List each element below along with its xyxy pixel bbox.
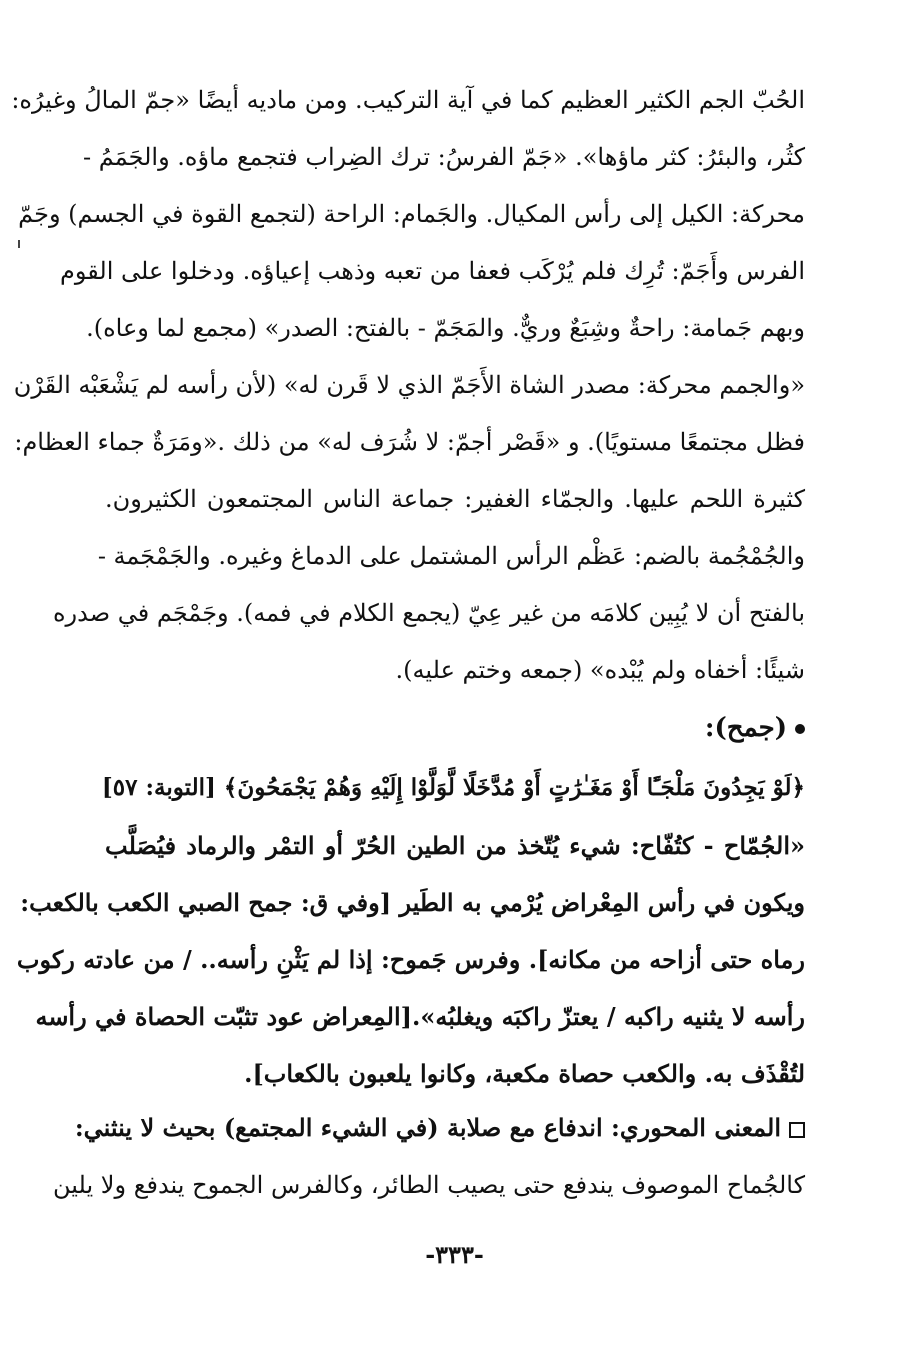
square-marker-icon — [789, 1122, 805, 1138]
text-line: رماه حتى أزاحه من مكانه]. وفرس جَموح: إذا لم يَثْنِ رأسه.. / من عادته ركوب — [16, 945, 805, 974]
bullet-icon — [795, 724, 805, 734]
paragraph-2 — [16, 818, 805, 1108]
text-line — [74, 1100, 805, 1156]
core-meaning-text: المعنى المحوري: اندفاع مع صلابة (في الشيء المجتمع) بحيث لا ينثني: — [74, 1113, 781, 1142]
paragraph-1 — [11, 72, 805, 702]
text-line: الحُبّ الجم الكثير العظيم كما في آية التركيب. ومن ماديه أيضًا «جمّ المالُ وغيرُه: — [11, 86, 805, 114]
text-line: رأسه لا يثنيه راكبه / يعتزّ راكبَه ويغلبُه».[المِعراض عود تثبّت الحصاة في رأسه — [35, 1002, 805, 1031]
text-line: لتُقْذَف به. والكعب حصاة مكعبة، وكانوا يلعبون بالكعاب]. — [244, 1059, 805, 1088]
entry-heading-text: (جمح): — [704, 713, 787, 743]
quran-verse: ﴿لَوْ يَجِدُونَ مَلْجَـًٔا أَوْ مَغَـٰرَٰتٍ أَوْ مُدَّخَلًا لَّوَلَّوْا إِلَيْهِ وَهُمْ يَجْمَحُونَ﴾ [التوبة: ٥٧] — [101, 774, 805, 801]
text-line: والجُمْجُمة بالضم: عَظْم الرأس المشتمل على الدماغ وغيره. والجَمْجَمة - — [97, 542, 805, 570]
text-line: «الجُمّاح - كتُفّاح: شيء يُتّخذ من الطين الحُرّ أو التمْر والرماد فيُصَلَّب — [105, 831, 805, 860]
text-line: بالفتح أن لا يُبِين كلامَه من غير عِيّ (يجمع الكلام في فمه). وجَمْجَم في صدره — [52, 599, 805, 627]
text-line: كثُر، والبئرُ: كثر ماؤها». «جَمّ الفرسُ: ترك الضِراب فتجمع ماؤه. والجَمَمُ - — [83, 143, 805, 171]
text-line: وبهم جَمامة: راحةٌ وشِبَعٌ وريٌّ. والمَجَمّ - بالفتح: الصدر» (مجمع لما وعاه). — [86, 314, 805, 342]
text-line: شيئًا: أخفاه ولم يُبْده» (جمعه وختم عليه). — [395, 656, 805, 684]
text-line: كالجُماح الموصوف يندفع حتى يصيب الطائر، وكالفرس الجموح يندفع ولا يلين — [53, 1171, 805, 1199]
text-line: ويكون في رأس المِعْراض يُرْمي به الطَير [وفي ق: جمح الصبي الكعب بالكعب: — [20, 888, 805, 917]
text-line: الفرس وأَجَمّ: تُرِك فلم يُرْكَب فعفا من تعبه وذهب إعياؤه. ودخلوا على القوم — [60, 257, 805, 285]
text-line: فظل مجتمعًا مستويًا). و «قَصْر أجمّ: لا شُرَف له» من ذلك .«ومَرَةٌ جماء العظام: — [14, 428, 805, 456]
entry-heading — [705, 703, 805, 753]
paragraph-3 — [53, 1100, 805, 1220]
page-number: -٣٣٣- — [425, 1240, 484, 1269]
verse-block — [101, 760, 805, 816]
text-line: «والجمم محركة: مصدر الشاة الأَجَمّ الذي لا قَرن له» (لأن رأسه لم يَشْعَبْه القَرْن — [13, 371, 805, 399]
text-line: محركة: الكيل إلى رأس المكيال. والجَمام: الراحة (لتجمع القوة في الجسم) وجَمّ — [18, 200, 805, 228]
text-line: كثيرة اللحم عليها. والجمّاء الغفير: جماعة الناس المجتمعون الكثيرون. — [105, 485, 805, 513]
